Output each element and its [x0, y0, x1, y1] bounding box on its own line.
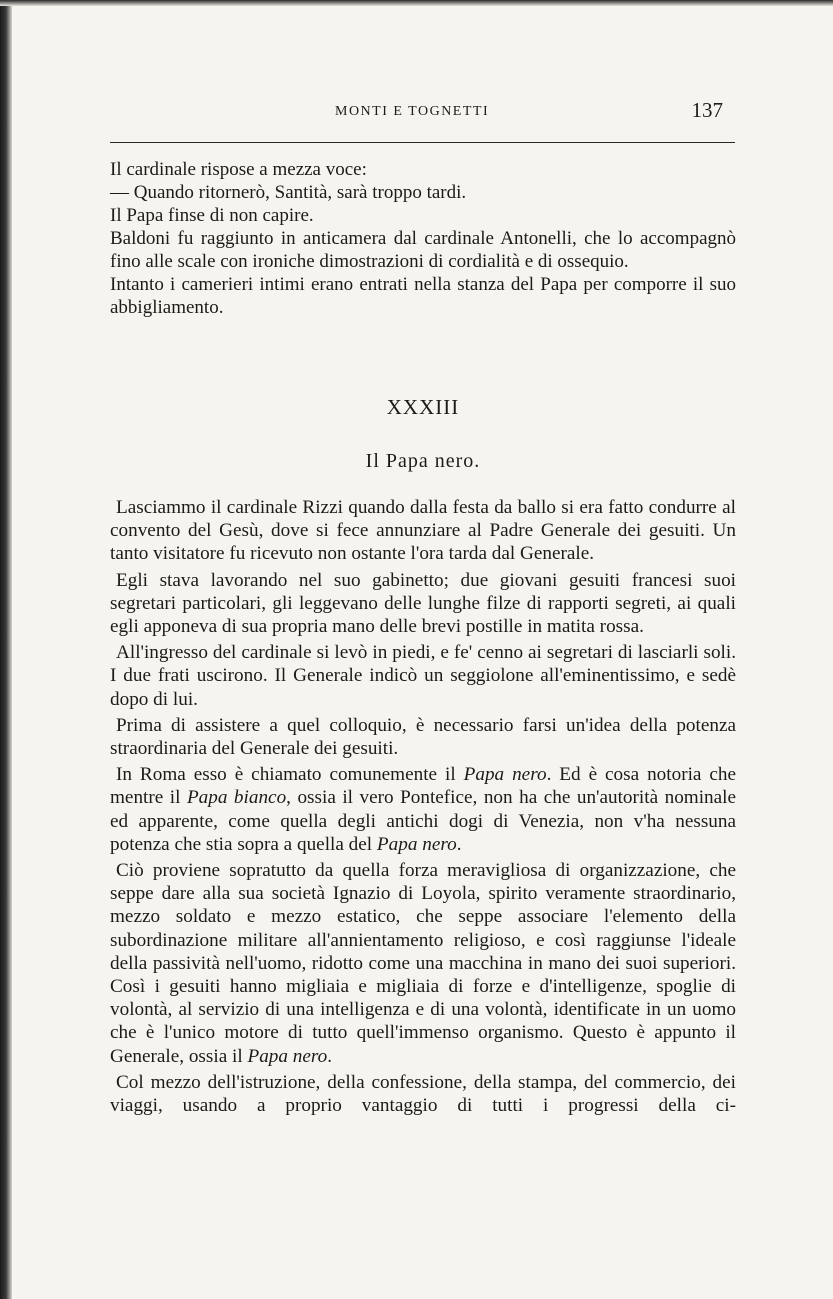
italic-term: Papa nero — [376, 833, 457, 855]
text-run: Ciò proviene sopratutto da quella forza meravigliosa di organizzazione, che seppe dare alla sua società Ignazio di Loyola, spirito veramente straordinario, mezzo soldato e mezzo estatico, che seppe associare l'elemento della subordinazione militare all'annientamento religioso, e così raggiunse l'ideale della passività nell'uomo, ridotto come una macchina in mano dei suoi superiori. Così i gesuiti hanno migliaia e migliaia di forze e d'intelligenze, spoglie di volontà, al servizio di una intelligenza e di una volontà, identificate in un uomo che è l'unico motore di tutto quell'immenso organismo. Questo è appunto il Generale, ossia il — [110, 860, 736, 1067]
paragraph: Il cardinale rispose a mezza voce: — [110, 159, 367, 180]
chapter-number: XXXIII — [386, 395, 460, 419]
paragraph: Col mezzo dell'istruzione, della confessione, della stampa, del commercio, dei viaggi, usando a proprio vantaggio di tutti i progressi della ci- — [110, 1071, 736, 1117]
text-run: . — [456, 833, 462, 855]
page-header — [110, 98, 735, 128]
chapter-title: Il Papa nero. — [365, 450, 481, 472]
chapter-body — [110, 496, 736, 1120]
scan-binding-edge — [0, 0, 12, 1299]
text-run: In Roma esso è chiamato comunemente il — [116, 764, 464, 786]
paragraph: Egli stava lavorando nel suo gabinetto; due giovani gesuiti francesi suoi segretari particolari, gli leggevano delle lunghe filze di rapporti segreti, ai quali egli apponeva di sua propria mano delle brevi postille in matita rossa. — [110, 569, 736, 638]
paragraph — [110, 763, 736, 856]
italic-term: Papa nero — [463, 764, 547, 786]
running-head: MONTI E TOGNETTI — [335, 104, 490, 119]
paragraph: — Quando ritornerò, Santità, sarà troppo tardi. — [110, 182, 467, 203]
text-run: . Ed è cosa notoria che mentre il — [110, 764, 737, 809]
page-number: 137 — [691, 98, 723, 122]
text-run: , ossia il vero Pontefice, non ha che un'autorità nominale ed apparente, come quella degli antichi dogi di Venezia, non v'ha nessuna potenza che stia sopra a quella del — [110, 787, 736, 855]
paragraph: Lasciammo il cardinale Rizzi quando dalla festa da ballo si era fatto condurre al convento del Gesù, dove si fece annunziare al Padre Generale dei gesuiti. Un tanto visitatore fu ricevuto non ostante l'ora tarda dal Generale. — [110, 497, 736, 565]
paragraph — [110, 859, 736, 1068]
italic-term: Papa bianco — [186, 787, 287, 809]
scan-top-edge — [0, 0, 833, 6]
paragraph: Prima di assistere a quel colloquio, è necessario farsi un'idea della potenza straordinaria del Generale dei gesuiti. — [110, 714, 736, 760]
paragraph: Intanto i camerieri intimi erano entrati nella stanza del Papa per comporre il suo abbigliamento. — [110, 274, 736, 318]
italic-term: Papa nero — [247, 1045, 328, 1067]
top-text-block — [110, 158, 736, 319]
text-run: . — [327, 1045, 333, 1067]
header-rule — [110, 142, 735, 143]
paragraph: Il Papa finse di non capire. — [110, 205, 314, 226]
paragraph: All'ingresso del cardinale si levò in piedi, e fe' cenno ai segretari di lasciarli soli. I due frati uscirono. Il Generale indicò un seggiolone all'eminentissimo, e sedè dopo di lui. — [110, 642, 736, 710]
paragraph: Baldoni fu raggiunto in anticamera dal cardinale Antonelli, che lo accompagnò fino alle scale con ironiche dimostrazioni di cordialità e di ossequio. — [110, 228, 736, 272]
